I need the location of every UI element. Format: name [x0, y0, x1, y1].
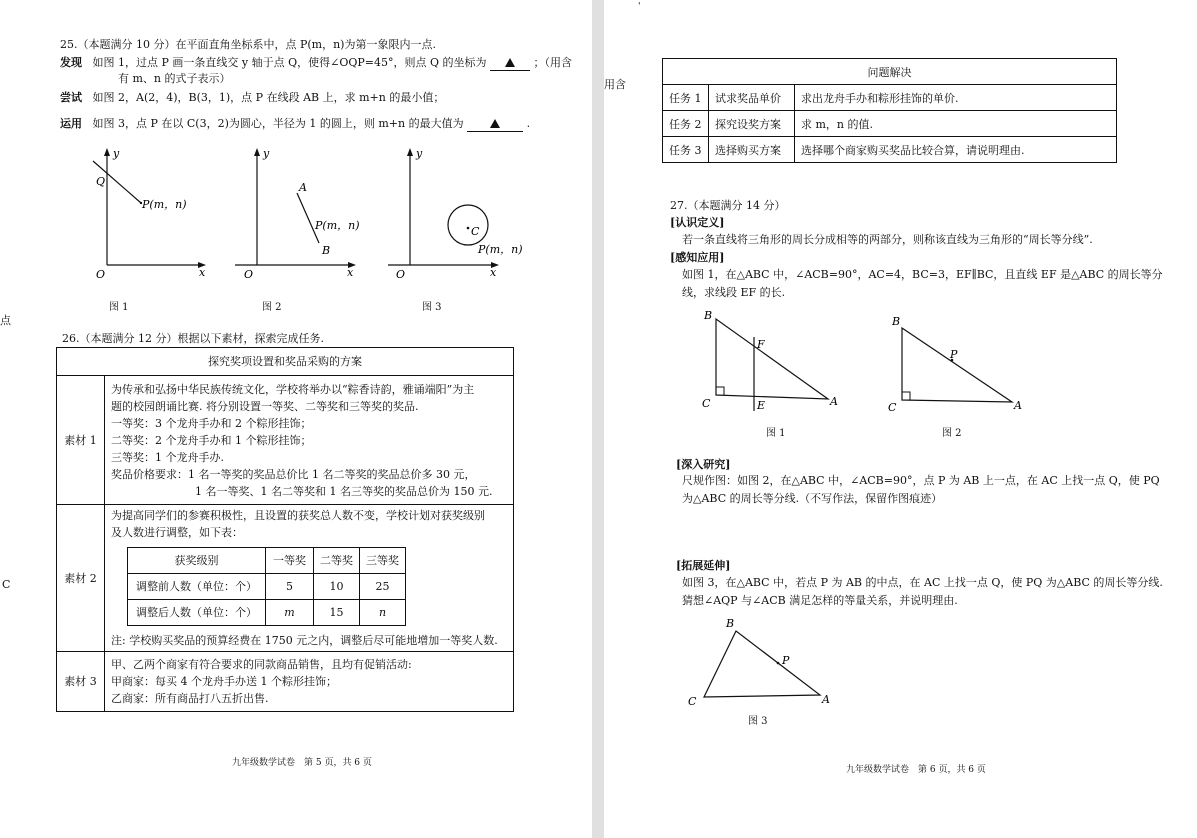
q25-discover [60, 56, 572, 71]
q27-title: 27.（本题满分 14 分） [670, 199, 786, 212]
label-y: y [113, 147, 120, 160]
tasks-table-title: 问题解决 [663, 59, 1117, 85]
section-research-line2: 为△ABC 的周长等分线.（不写作法，保留作图痕迹） [682, 492, 943, 505]
page-footer: 九年级数学试卷 第 5 页，共 6 页 [232, 758, 372, 768]
q25-discover-line2: 有 m、n 的式子表示） [118, 72, 231, 85]
section-research-line1: 尺规作图：如图 2，在△ABC 中，∠ACB=90°，点 P 为 AB 上一点，在 AC 上找一点 Q，使 PQ [682, 474, 1160, 487]
task-name: 试求奖品单价 [709, 85, 795, 111]
label-y: y [263, 147, 270, 160]
col-header: 二等奖 [314, 548, 360, 574]
margin-fragment: 用含 [604, 78, 626, 91]
table-row [663, 85, 1117, 111]
section-research-label: [深入研究] [676, 458, 731, 471]
label-e: E [757, 399, 766, 412]
task-number: 任务 1 [663, 85, 709, 111]
section-define-text: 若一条直线将三角形的周长分成相等的两部分，则称该直线为三角形的“周长等分线”. [682, 233, 1093, 246]
cell: m [266, 600, 314, 626]
q25-title: 25.（本题满分 10 分）在平面直角坐标系中，点 P(m，n)为第一象限内一点. [60, 38, 436, 51]
table-row [128, 574, 406, 600]
triangle-marker-icon [490, 119, 500, 128]
task-name: 选择购买方案 [709, 137, 795, 163]
material-line: 二等奖：2 个龙舟手办和 1 个粽形挂饰； [111, 433, 312, 447]
label-o: O [96, 268, 106, 281]
page-gutter [592, 0, 604, 838]
materials-table-title: 探究奖项设置和奖品采购的方案 [57, 348, 514, 376]
cell: 15 [314, 600, 360, 626]
figure-caption: 图 3 [422, 302, 442, 313]
table-row [663, 137, 1117, 163]
material-line: 1 名一等奖、1 名二等奖和 1 名三等奖的奖品总价为 150 元. [195, 484, 493, 498]
q27-figure-1 [698, 305, 848, 415]
section-apply-line2: 线，求线段 EF 的长. [682, 286, 786, 299]
adjustment-table [127, 547, 406, 626]
material-line: 为提高同学们的参赛积极性，且设置的获奖总人数不变，学校计划对获奖级别 [111, 509, 485, 522]
margin-fragment: C [2, 578, 11, 591]
q26-title: 26.（本题满分 12 分）根据以下素材，探索完成任务. [62, 332, 324, 345]
triangle-abc [716, 319, 828, 399]
cell: 5 [266, 574, 314, 600]
label-p: P(m，n) [315, 219, 360, 232]
point-c [467, 227, 470, 230]
material-3-label: 素材 3 [57, 652, 105, 712]
q27-figure-3 [684, 615, 844, 711]
label-a: A [822, 693, 830, 706]
try-text: 如图 2，A(2，4)，B(3，1)，点 P 在线段 AB 上，求 m+n 的最小值； [92, 91, 445, 104]
segment-ab [297, 193, 319, 243]
section-extend-label: [拓展延伸] [676, 559, 731, 572]
label-c: C [471, 225, 480, 238]
right-angle-mark-icon [902, 392, 910, 400]
label-p: P(m，n) [142, 198, 187, 211]
q25-figure-3 [388, 145, 538, 285]
row-header: 调整前人数（单位：个） [128, 574, 266, 600]
material-line: 三等奖：1 个龙舟手办. [111, 450, 224, 464]
section-apply-label: [感知应用] [670, 251, 725, 264]
y-axis-arrow-icon [407, 148, 413, 156]
label-b: B [726, 617, 735, 630]
materials-table [56, 347, 514, 712]
cell: n [360, 600, 406, 626]
material-line: 乙商家：所有商品打八五折出售. [111, 692, 269, 705]
triangle-abc [902, 328, 1012, 402]
task-number: 任务 3 [663, 137, 709, 163]
point-p [777, 662, 780, 665]
margin-fragment: ' [638, 2, 641, 12]
label-p: P [950, 348, 958, 361]
material-line: 为传承和弘扬中华民族传统文化，学校将举办以“粽香诗韵，雅诵端阳”为主 [111, 382, 475, 396]
task-number: 任务 2 [663, 111, 709, 137]
figure-caption: 图 2 [942, 428, 962, 439]
material-note: 注: 学校购买奖品的预算经费在 1750 元之内，调整后尽可能地增加一等奖人数. [111, 634, 498, 647]
table-row [663, 111, 1117, 137]
task-desc: 选择哪个商家购买奖品比较合算，请说明理由. [795, 137, 1117, 163]
label-p: P(m，n) [478, 243, 523, 256]
label-x: x [199, 266, 206, 279]
triangle-marker-icon [505, 58, 515, 67]
figure-caption: 图 3 [748, 716, 768, 727]
figure-caption: 图 1 [109, 302, 129, 313]
y-axis-arrow-icon [104, 148, 110, 156]
triangle-abc [704, 631, 820, 697]
page-footer: 九年级数学试卷 第 6 页，共 6 页 [846, 765, 986, 775]
discover-tail: ；（用含 [533, 56, 572, 69]
label-b: B [892, 315, 901, 328]
circle-c [448, 205, 488, 245]
task-desc: 求出龙舟手办和粽形挂饰的单价. [795, 85, 1117, 111]
y-axis-arrow-icon [254, 148, 260, 156]
figure-caption: 图 2 [262, 302, 282, 313]
figure-caption: 图 1 [766, 428, 786, 439]
material-2-label: 素材 2 [57, 505, 105, 652]
label-q: Q [96, 175, 106, 188]
q25-figure-1 [85, 145, 215, 285]
discover-text: 如图 1，过点 P 画一条直线交 y 轴于点 Q，使得∠OQP=45°，则点 Q 的坐标为 [92, 56, 487, 69]
material-line: 甲商家：每买 4 个龙舟手办送 1 个粽形挂饰； [111, 675, 337, 688]
label-y: y [416, 147, 423, 160]
table-row [128, 600, 406, 626]
label-c: C [688, 695, 697, 708]
material-3-content [105, 652, 514, 712]
label-c: C [702, 397, 711, 410]
section-define-label: [认识定义] [670, 216, 725, 229]
q27-figure-2 [882, 310, 1032, 420]
task-name: 探究设奖方案 [709, 111, 795, 137]
task-desc: 求 m，n 的值. [795, 111, 1117, 137]
section-apply-line1: 如图 1，在△ABC 中，∠ACB=90°，AC=4，BC=3，EF∥BC，且直线 EF 是△ABC 的周长等分 [682, 268, 1163, 281]
label-a: A [1014, 399, 1022, 412]
label-c: C [888, 401, 897, 414]
discover-label: 发现 [60, 56, 82, 69]
label-p: P [782, 654, 790, 667]
answer-blank [467, 117, 523, 132]
q25-try [60, 91, 444, 105]
material-line: 奖品价格要求：1 名一等奖的奖品总价比 1 名二等奖的奖品总价多 30 元， [111, 467, 476, 481]
section-extend-line2: 猜想∠AQP 与∠ACB 满足怎样的等量关系，并说明理由. [682, 594, 958, 607]
label-x: x [347, 266, 354, 279]
q25-figure-2 [235, 145, 365, 285]
material-line: 及人数进行调整，如下表： [111, 526, 243, 539]
right-angle-mark-icon [716, 387, 724, 395]
label-a: A [830, 395, 838, 408]
material-1-label: 素材 1 [57, 376, 105, 505]
exam-page-5 [0, 0, 592, 838]
col-header: 三等奖 [360, 548, 406, 574]
material-2-content [105, 505, 514, 652]
apply-label: 运用 [60, 117, 82, 130]
material-line: 一等奖：3 个龙舟手办和 2 个粽形挂饰； [111, 416, 312, 430]
label-o: O [396, 268, 406, 281]
margin-fragment: 点 [0, 314, 11, 327]
label-f: F [757, 338, 765, 351]
row-header: 调整后人数（单位：个） [128, 600, 266, 626]
material-line: 题的校园朗诵比赛. 将分别设置一等奖、二等奖和三等奖的奖品. [111, 399, 419, 413]
label-a: A [299, 181, 307, 194]
q25-apply [60, 117, 530, 132]
label-b: B [704, 309, 713, 322]
label-b: B [322, 244, 331, 257]
label-x: x [490, 266, 497, 279]
try-label: 尝试 [60, 91, 82, 104]
tasks-table [662, 58, 1117, 163]
material-line: 甲、乙两个商家有符合要求的同款商品销售，且均有促销活动: [111, 658, 412, 671]
col-header: 获奖级别 [128, 548, 266, 574]
cell: 10 [314, 574, 360, 600]
answer-blank [490, 56, 530, 71]
cell: 25 [360, 574, 406, 600]
section-extend-line1: 如图 3，在△ABC 中，若点 P 为 AB 的中点，在 AC 上找一点 Q，使 PQ 为△ABC 的周长等分线. [682, 576, 1163, 589]
apply-tail: . [526, 117, 531, 130]
col-header: 一等奖 [266, 548, 314, 574]
material-1-content [105, 376, 514, 505]
label-o: O [244, 268, 254, 281]
apply-text: 如图 3，点 P 在以 C(3，2)为圆心，半径为 1 的圆上，则 m+n 的最大值为 [92, 117, 464, 130]
